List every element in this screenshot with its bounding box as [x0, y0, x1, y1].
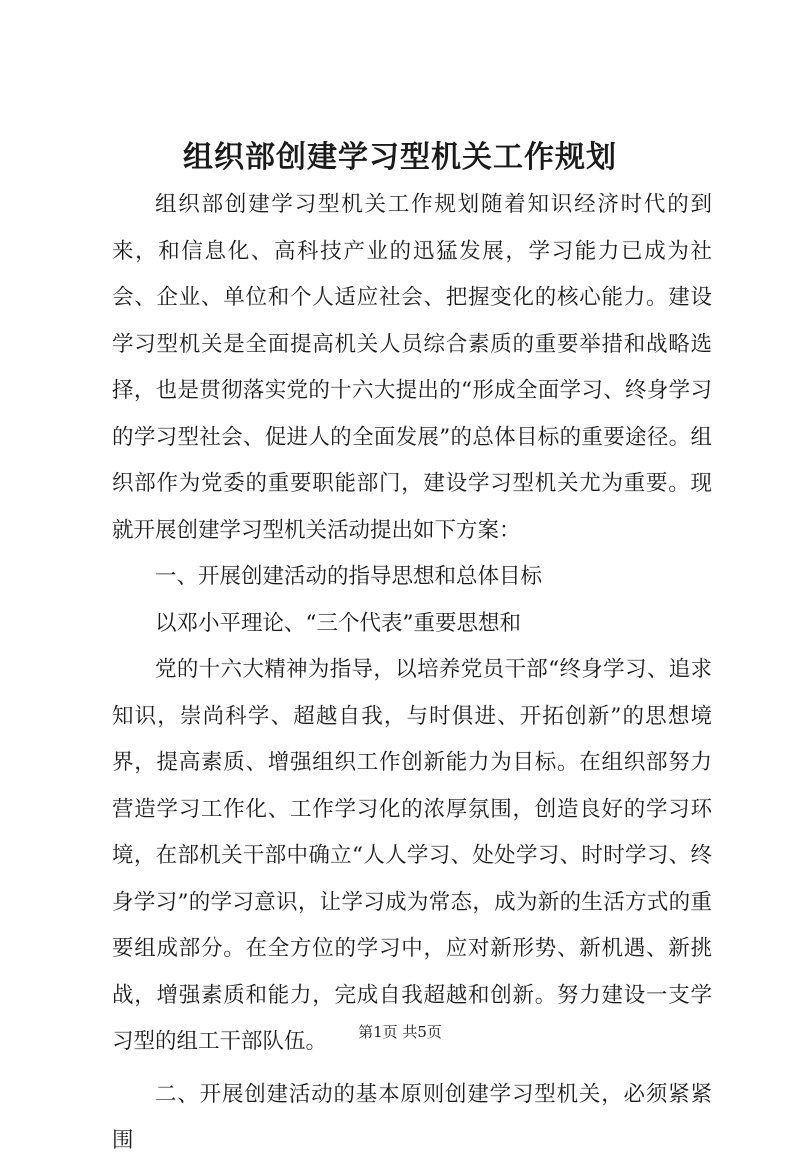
paragraph-intro: 组织部创建学习型机关工作规划随着知识经济时代的到来，和信息化、高科技产业的迅猛发展，学习能力已成为社会、企业、单位和个人适应社会、把握变化的核心能力。建设学习型机关是全面提高机关人员综合素质的重要举措和战略选择，也是贯彻落实党的十六大提出的“形成全面学习、终身学习的学习型社会、促进人的全面发展”的总体目标的重要途径。组织部作为党委的重要职能部门，建设学习型机关尤为重要。现就开展创建学习型机关活动提出如下方案： — [112, 192, 712, 543]
paragraph-guiding-thought: 以邓小平理论、“三个代表”重要思想和 — [155, 610, 521, 636]
paragraph-goals: 党的十六大精神为指导，以培养党员干部“终身学习、追求知识，崇尚科学、超越自我，与时俱进、开拓创新”的思想境界，提高素质、增强组织工作创新能力为目标。在组织部努力营造学习工作化、工作学习化的浓厚氛围，创造良好的学习环境，在部机关干部中确立“人人学习、处处学习、时时学习、终身学习”的学习意识，让学习成为常态，成为新的生活方式的重要组成部分。在全方位的学习中，应对新形势、新机遇、新挑战，增强素质和能力，完成自我超越和创新。努力建设一支学习型的组工干部队伍。 — [112, 657, 712, 1054]
section-heading-2: 二、开展创建活动的基本原则创建学习型机关，必须紧紧围 — [112, 1081, 712, 1153]
section-heading-1: 一、开展创建活动的指导思想和总体目标 — [155, 564, 543, 589]
document-title: 组织部创建学习型机关工作规划 — [183, 140, 617, 175]
document-body — [112, 182, 712, 1165]
page-number-footer: 第1页 共5页 — [358, 1023, 442, 1041]
